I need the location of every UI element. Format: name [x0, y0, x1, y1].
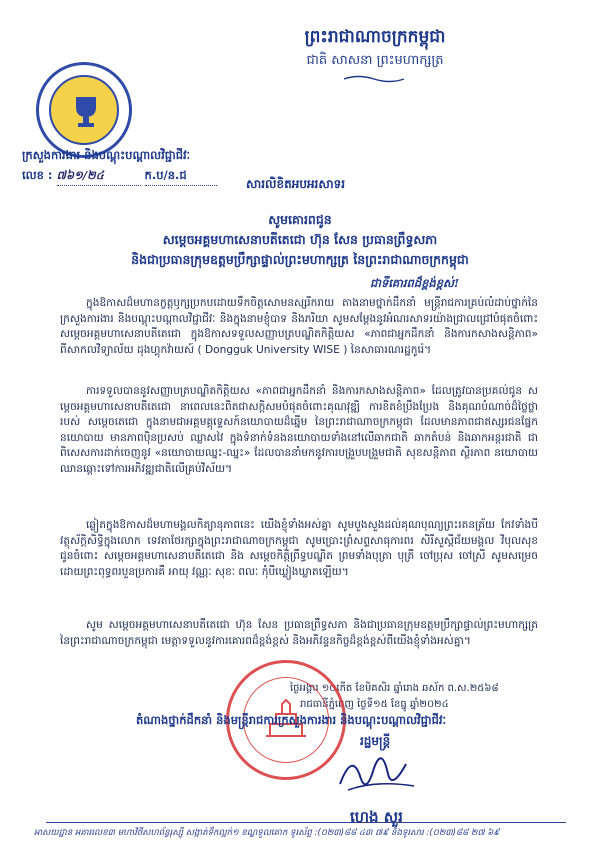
- footer-divider: [46, 822, 566, 823]
- respect-line: សូមគោរពជូន: [268, 212, 332, 227]
- reference-label: លេខ :: [22, 168, 53, 182]
- ministry-logo: [36, 62, 132, 158]
- signatory-name: ហេង សួរ: [350, 808, 403, 826]
- signatory-position: រដ្ឋមន្ត្រី: [360, 734, 391, 748]
- paragraph-1: ក្នុងឱកាសដ៏មហានក្ខត្តឫក្សប្រកបដោយទឹកចិត្តសោមនស្សរីករាយ តាងនាមថ្នាក់ដឹកនាំ មន្ត្រីរាជការគ្រប់លំដាប់ថ្នាក់នៃក្រសួងការងារ និងបណ្តុះបណ្តាលវិជ្ជាជីវៈ និងក្នុងនាមខ្ញុំបាទ និងភរិយា សូមសម្តែងនូវអំណរសាទរយ៉ាងជ្រាលជ្រៅបំផុតចំពោះ សម្តេចអគ្គមហាសេនាបតីតេជោ ក្នុងឱកាសទទួលសញ្ញាបត្របណ្ឌិតកិត្តិយស «ភាពជាអ្នកដឹកនាំ និងការកសាងសន្តិភាព» ពីសាកលវិទ្យាល័យ ដុងហ្គុកវ៉ាយស៍ ( Dongguk University WISE ) នៃសាធារណរដ្ឋកូរ៉េ។: [60, 297, 538, 356]
- handwritten-signature: [330, 746, 420, 802]
- logo-emblem: [49, 75, 119, 145]
- solar-date: រាជធានីភ្នំពេញ ថ្ងៃទី១៥ ខែធ្នូ ឆ្នាំ២០២៤: [300, 699, 449, 710]
- ministry-name: ក្រសួងការងារ និងបណ្តុះបណ្តាលវិជ្ជាជីវៈ: [22, 148, 191, 162]
- lunar-date: ថ្ងៃអង្គារ ១០កើត ខែមិគសិរ ឆ្នាំរោង ឆស័ក ព.ស.២៥៦៨: [290, 683, 499, 694]
- ornament-divider-icon: [342, 74, 406, 84]
- kingdom-title: ព្រះរាជាណាចក្រកម្ពុជា: [304, 27, 446, 47]
- signatory-title: តំណាងថ្នាក់ដឹកនាំ និងមន្ត្រីរាជការក្រសួងការងារ និងបណ្តុះបណ្តាលវិជ្ជាជីវៈ: [136, 713, 447, 727]
- honorific: ជាទីគោរពដ៏ខ្ពង់ខ្ពស់!: [370, 276, 459, 290]
- footer-address: អាសយដ្ឋាន អគារលេខ៣ មហាវិថីសហព័ន្ធរុស្ស៊ី សង្កាត់ទឹកល្អក់១ ខណ្ឌទួលគោក ទូរស័ព្ទ :(០២៣)៨៨ ៤៣ ៧៩ និងទូរសារ :(០២៣)៨៨ ២៧ ៦៩: [34, 828, 500, 838]
- recipient-line-2: និងជាប្រធានក្រុមឧត្តមប្រឹក្សាផ្ទាល់ព្រះមហាក្សត្រ នៃព្រះរាជាណាចក្រកម្ពុជា: [131, 252, 469, 267]
- letter-type: សារលិខិតអបអរសាទរ: [246, 177, 346, 191]
- paragraph-4: សូម សម្តេចអគ្គមហាសេនាបតីតេជោ ហ៊ុន សែន ប្រធានព្រឹទ្ធសភា និងជាប្រធានក្រុមឧត្តមប្រឹក្សាផ្ទាល់ព្រះមហាក្សត្រ នៃព្រះរាជាណាចក្រកម្ពុជា មេត្តាទទួលនូវការគោរពដ៏ខ្ពង់ខ្ពស់ និងអភិវន្ទនកិច្ចដ៏ខ្ពង់ខ្ពស់ពីយើងខ្ញុំទាំងអស់គ្នា។: [60, 619, 538, 647]
- recipient-line-1: សម្តេចអគ្គមហាសេនាបតីតេជោ ហ៊ុន សែន ប្រធានព្រឹទ្ធសភា: [162, 232, 438, 247]
- trophy-icon: [73, 95, 99, 129]
- paragraph-2: ការទទួលបាននូវសញ្ញាបត្របណ្ឌិតកិត្តិយស «ភាពជាអ្នកដឹកនាំ និងការកសាងសន្តិភាព» ដែលត្រូវបានប្រគល់ជូន សម្តេចអគ្គមហាសេនាបតីតេជោ នាពេលនេះពិតជាសក្តិសមបំផុតចំពោះគុណវុឌ្ឍិ ការខិតខំប្រឹងប្រែង និងគុណបំណាច់ដ៏ថ្លៃថ្លារបស់ សម្តេចតេជោ ក្នុងនាមជាអគ្គមគ្គុទ្ទេសក៍នយោបាយដ៏ឆ្នើម នៃព្រះរាជាណាចក្រកម្ពុជា ដែលមានភាពជាឥស្សរជនផ្នែកនយោបាយ មានភាពប៉ិនប្រសប់ ឈ្លាសវៃ ក្នុងទំនាក់ទំនងនយោបាយទាំងនៅលើឆាកជាតិ ឆាកតំបន់ និងឆាកអន្តរជាតិ ជាពិសេសការដាក់ចេញនូវ «នយោបាយឈ្នះ-ឈ្នះ» ដែលបាននាំមកនូវការបង្រួបបង្រួមជាតិ សុខសន្តិភាព ស្ថិរភាព នយោបាយ ឈានឆ្ពោះទៅការអភិវឌ្ឍជាតិលើគ្រប់វិស័យ។: [60, 385, 538, 475]
- reference-value: ៧៦១/២៤: [57, 168, 141, 186]
- reference-suffix: ក.ប/ន.ជ: [145, 168, 217, 186]
- national-motto: ជាតិ សាសនា ព្រះមហាក្សត្រ: [306, 53, 444, 68]
- reference-number: [22, 168, 217, 186]
- paragraph-3: ឆ្លៀតក្នុងឱកាសដ៏មហាមង្គលកិត្យានុភាពនេះ យើងខ្ញុំទាំងអស់គ្នា សូមបួងសួងដល់គុណបុណ្យព្រះរតនត្រ័យ កែវទាំងបី វត្ថុស័ក្តិសិទ្ធិក្នុងលោក ទេវតាថែរក្សាក្នុងព្រះរាជាណាចក្រកម្ពុជា សូមប្រោះព្រំសព្ទសាធុការពរ សិរីសួស្តីជ័យមង្គល វិបុលសុខ ជូនចំពោះ សម្តេចអគ្គមហាសេនាបតីតេជោ និង សម្តេចកិត្តិព្រឹទ្ធបណ្ឌិត ព្រមទាំងបុត្រា បុត្រី ចៅប្រុស ចៅស្រី សូមសម្រេចដោយព្រះពុទ្ធពរបួនប្រការគឺ អាយុ វណ្ណៈ សុខៈ ពលៈ កុំបីឃ្លៀងឃ្លាតឡើយ។: [60, 519, 538, 578]
